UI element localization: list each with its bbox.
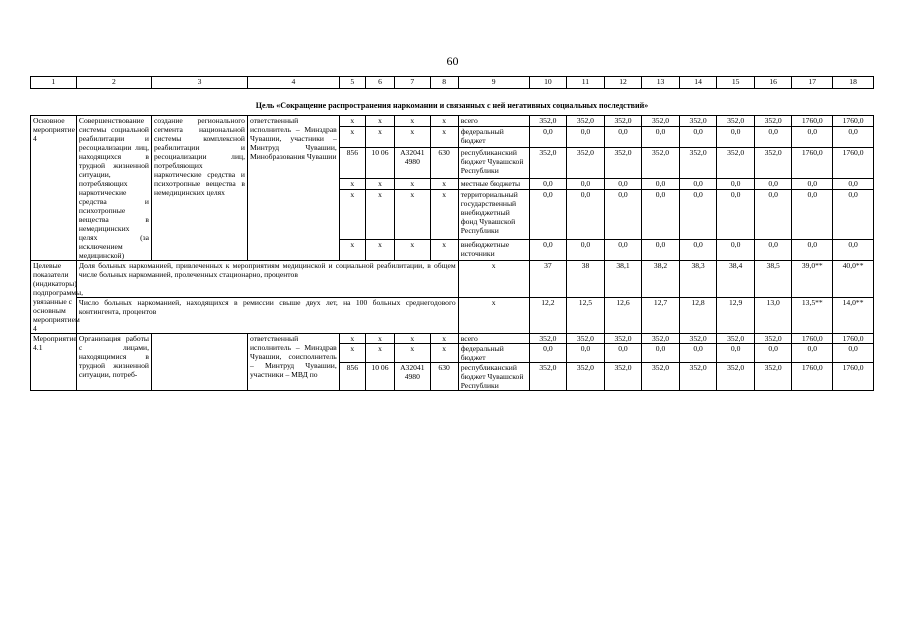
value-cell: 12,5 (567, 297, 605, 334)
value-cell: 352,0 (604, 147, 642, 178)
code-cell: x (395, 178, 430, 189)
event-title: Организация работы с лицами, находящимися в трудной жизненной ситуации, потреб- (76, 334, 151, 391)
funding-source: территориальный государственный внебюджетный фонд Чувашской Республики (458, 189, 529, 240)
code-cell: x (395, 344, 430, 363)
header-cell: 3 (152, 77, 248, 89)
header-cell: 12 (604, 77, 642, 89)
value-cell: 13,5** (792, 297, 833, 334)
value-cell: 352,0 (567, 334, 605, 344)
value-cell: 12,9 (717, 297, 755, 334)
funding-source: внебюджетные источники (458, 240, 529, 261)
value-cell: 0,0 (529, 189, 567, 240)
value-cell: 38 (567, 261, 605, 298)
value-cell: 0,0 (833, 344, 874, 363)
value-cell: 14,0** (833, 297, 874, 334)
funding-source: федеральный бюджет (458, 344, 529, 363)
event-executors: ответственный исполнитель – Минздрав Чувашии, участники – Минтруд Чувашии, Минобразования Чувашии (247, 116, 339, 261)
event-executors: ответственный исполнитель – Минздрав Чувашии, соисполнитель – Минтруд Чувашии, участники – МВД по (247, 334, 339, 391)
value-cell: 12,2 (529, 297, 567, 334)
code-cell: A32041 4980 (395, 363, 430, 391)
value-cell: 12,6 (604, 297, 642, 334)
value-cell: 1760,0 (833, 116, 874, 127)
code-cell: x (430, 116, 458, 127)
value-cell: 0,0 (604, 189, 642, 240)
value-cell: 352,0 (567, 116, 605, 127)
value-cell: 352,0 (754, 147, 792, 178)
value-cell: 0,0 (642, 178, 680, 189)
value-cell: 352,0 (529, 334, 567, 344)
value-cell: 352,0 (529, 116, 567, 127)
value-cell: 0,0 (529, 178, 567, 189)
blank-cell (31, 89, 874, 102)
value-cell: 352,0 (754, 334, 792, 344)
value-cell: 0,0 (717, 178, 755, 189)
value-cell: 1760,0 (833, 363, 874, 391)
value-cell: 0,0 (567, 240, 605, 261)
value-cell: 352,0 (604, 363, 642, 391)
event-description (152, 334, 248, 391)
value-cell: 352,0 (754, 363, 792, 391)
goal-title: Цель «Сокращение распространения наркомании и связанных с ней негативных социальных последствий» (255, 101, 649, 110)
value-cell: 0,0 (717, 344, 755, 363)
funding-source: республиканский бюджет Чувашской Республики (458, 147, 529, 178)
code-cell: x (339, 334, 365, 344)
value-cell: 352,0 (642, 116, 680, 127)
code-cell: x (365, 189, 394, 240)
header-cell: 15 (717, 77, 755, 89)
code-cell: x (365, 240, 394, 261)
value-cell: 0,0 (529, 240, 567, 261)
value-cell: 0,0 (717, 240, 755, 261)
value-cell: 352,0 (679, 334, 717, 344)
value-cell: 0,0 (642, 240, 680, 261)
value-cell: 0,0 (754, 126, 792, 147)
value-cell: 38,2 (642, 261, 680, 298)
code-cell: 630 (430, 363, 458, 391)
value-cell: 0,0 (679, 178, 717, 189)
value-cell: 38,3 (679, 261, 717, 298)
value-cell: 0,0 (604, 344, 642, 363)
value-cell: 38,4 (717, 261, 755, 298)
code-cell: x (365, 178, 394, 189)
value-cell: 352,0 (604, 334, 642, 344)
event-label: Основное мероприятие 4 (31, 116, 77, 261)
value-cell: 352,0 (642, 363, 680, 391)
header-cell: 5 (339, 77, 365, 89)
value-cell: 0,0 (604, 178, 642, 189)
header-cell: 4 (247, 77, 339, 89)
code-cell: x (430, 126, 458, 147)
value-cell: 12,8 (679, 297, 717, 334)
value-cell: 13,0 (754, 297, 792, 334)
value-cell: 352,0 (717, 363, 755, 391)
goal-row (31, 101, 874, 116)
value-cell: 0,0 (833, 240, 874, 261)
code-cell: x (395, 116, 430, 127)
header-cell: 7 (395, 77, 430, 89)
code-cell: x (395, 189, 430, 240)
indicator-row (31, 297, 874, 334)
value-cell: 1760,0 (792, 334, 833, 344)
header-cell: 14 (679, 77, 717, 89)
code-cell: 630 (430, 147, 458, 178)
header-cell: 16 (754, 77, 792, 89)
value-cell: 0,0 (642, 189, 680, 240)
indicator-row (31, 261, 874, 298)
value-cell: 352,0 (529, 147, 567, 178)
value-cell: 38,5 (754, 261, 792, 298)
event-label: Мероприятие 4.1 (31, 334, 77, 391)
code-cell: x (365, 334, 394, 344)
header-cell: 13 (642, 77, 680, 89)
value-cell: 352,0 (642, 334, 680, 344)
value-cell: 352,0 (604, 116, 642, 127)
code-cell: x (339, 240, 365, 261)
header-cell: 6 (365, 77, 394, 89)
code-cell: x (430, 334, 458, 344)
value-cell: 37 (529, 261, 567, 298)
code-cell: x (430, 344, 458, 363)
code-cell: x (395, 126, 430, 147)
value-cell: 352,0 (717, 147, 755, 178)
value-cell: 0,0 (792, 178, 833, 189)
value-cell: 0,0 (792, 126, 833, 147)
code-cell: x (339, 126, 365, 147)
value-cell: 0,0 (567, 344, 605, 363)
value-cell: 0,0 (642, 344, 680, 363)
code-cell: A32041 4980 (395, 147, 430, 178)
code-cell: 856 (339, 363, 365, 391)
value-cell: 0,0 (792, 189, 833, 240)
budget-table (30, 76, 874, 391)
value-cell: 0,0 (604, 240, 642, 261)
funding-source: республиканский бюджет Чувашской Республики (458, 363, 529, 391)
value-cell: 39,0** (792, 261, 833, 298)
code-cell: x (430, 189, 458, 240)
value-cell: 1760,0 (833, 334, 874, 344)
code-cell: x (365, 116, 394, 127)
code-cell: x (430, 178, 458, 189)
value-cell: 0,0 (754, 189, 792, 240)
header-cell: 8 (430, 77, 458, 89)
value-cell: 352,0 (717, 334, 755, 344)
indicator-text: Доля больных наркоманией, привлеченных к мероприятиям медицинской и социальной реабилитации, в общем числе больных наркоманией, пролеченных стационарно, процентов (76, 261, 458, 298)
code-cell: 856 (339, 147, 365, 178)
header-cell: 18 (833, 77, 874, 89)
value-cell: 38,1 (604, 261, 642, 298)
code-cell: x (339, 189, 365, 240)
code-cell: x (395, 334, 430, 344)
indicator-unit: x (458, 297, 529, 334)
value-cell: 0,0 (529, 126, 567, 147)
header-cell: 1 (31, 77, 77, 89)
funding-source: всего (458, 334, 529, 344)
value-cell: 1760,0 (833, 147, 874, 178)
value-cell: 0,0 (833, 178, 874, 189)
code-cell: x (365, 126, 394, 147)
value-cell: 352,0 (679, 363, 717, 391)
value-cell: 352,0 (642, 147, 680, 178)
page-number: 60 (446, 54, 459, 68)
value-cell: 0,0 (792, 240, 833, 261)
value-cell: 0,0 (679, 189, 717, 240)
blank-row (31, 89, 874, 102)
header-row (31, 77, 874, 89)
code-cell: x (365, 344, 394, 363)
value-cell: 1760,0 (792, 147, 833, 178)
value-cell: 0,0 (679, 126, 717, 147)
event-description: создание регионального сегмента национальной системы комплексной реабилитации и ресоциализации лиц, потребляющих наркотические средства и психотропные вещества в немедицинских целях (152, 116, 248, 261)
code-cell: 10 06 (365, 363, 394, 391)
header-cell: 2 (76, 77, 151, 89)
value-cell: 352,0 (679, 116, 717, 127)
funding-source: федеральный бюджет (458, 126, 529, 147)
code-cell: x (339, 344, 365, 363)
value-cell: 12,7 (642, 297, 680, 334)
code-cell: x (430, 240, 458, 261)
value-cell: 0,0 (754, 344, 792, 363)
value-cell: 1760,0 (792, 116, 833, 127)
indicator-unit: x (458, 261, 529, 298)
value-cell: 0,0 (567, 126, 605, 147)
value-cell: 352,0 (717, 116, 755, 127)
value-cell: 0,0 (679, 344, 717, 363)
header-cell: 10 (529, 77, 567, 89)
value-cell: 352,0 (567, 147, 605, 178)
event-title: Совершенствование системы социальной реабилитации и ресоциализации лиц, находящихся в трудной жизненной ситуации, потребляющих наркотические средства и психотропные вещества в немедицинских целях (за исключением медицинской) (76, 116, 151, 261)
value-cell: 352,0 (529, 363, 567, 391)
indicator-text: Число больных наркоманией, находящихся в ремиссии свыше двух лет, на 100 больных среднегодового контингента, процентов (76, 297, 458, 334)
value-cell: 0,0 (754, 240, 792, 261)
value-cell: 352,0 (754, 116, 792, 127)
code-cell: x (395, 240, 430, 261)
header-cell: 9 (458, 77, 529, 89)
value-cell: 0,0 (642, 126, 680, 147)
value-cell: 0,0 (792, 344, 833, 363)
value-cell: 0,0 (567, 178, 605, 189)
value-cell: 0,0 (604, 126, 642, 147)
value-cell: 40,0** (833, 261, 874, 298)
finance-row (31, 116, 874, 127)
value-cell: 0,0 (833, 126, 874, 147)
value-cell: 0,0 (717, 189, 755, 240)
funding-source: всего (458, 116, 529, 127)
code-cell: x (339, 178, 365, 189)
funding-source: местные бюджеты (458, 178, 529, 189)
indicators-label: Целевые показатели (индикаторы) подпрограммы, увязанные с основным мероприятием 4 (31, 261, 77, 334)
value-cell: 0,0 (679, 240, 717, 261)
header-cell: 11 (567, 77, 605, 89)
finance-row (31, 334, 874, 344)
value-cell: 0,0 (833, 189, 874, 240)
value-cell: 352,0 (567, 363, 605, 391)
value-cell: 0,0 (567, 189, 605, 240)
value-cell: 352,0 (679, 147, 717, 178)
code-cell: x (339, 116, 365, 127)
value-cell: 0,0 (717, 126, 755, 147)
value-cell: 1760,0 (792, 363, 833, 391)
code-cell: 10 06 (365, 147, 394, 178)
value-cell: 0,0 (529, 344, 567, 363)
header-cell: 17 (792, 77, 833, 89)
value-cell: 0,0 (754, 178, 792, 189)
